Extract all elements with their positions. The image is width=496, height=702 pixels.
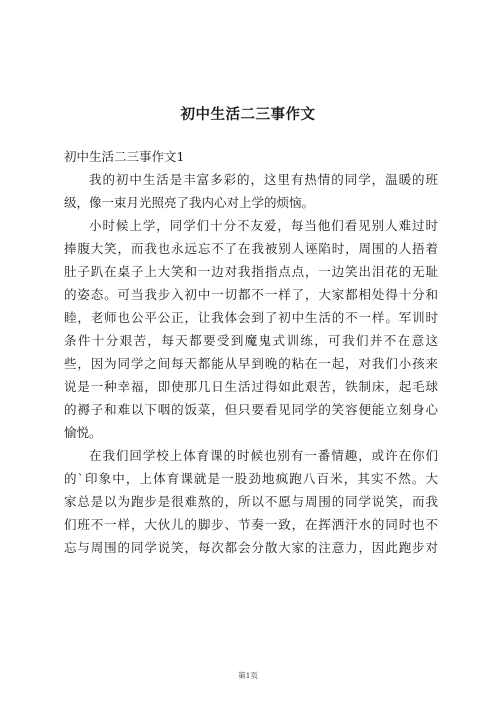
paragraph-line: 级，像一束月光照亮了我内心对上学的烦恼。: [64, 195, 315, 210]
paragraph-line: 小时候上学，同学们十分不友爱，每当他们看见别人难过时: [89, 218, 438, 233]
paragraph-line: 条件十分艰苦，每天都要受到魔鬼式训练，可我们并不在意这: [64, 333, 438, 348]
paragraph-line: 们班不一样，大伙儿的脚步、节奏一致，在挥洒汗水的同时也不: [64, 517, 438, 532]
paragraph: [64, 214, 438, 444]
paragraph-line: 捧腹大笑，而我也永远忘不了在我被别人诬陷时，周围的人捂着: [64, 241, 438, 256]
paragraph-line: 的姿态。可当我步入初中一切都不一样了，大家都相处得十分和: [64, 287, 438, 302]
paragraph-line: 的褥子和难以下咽的饭菜，但只要看见同学的笑容便能立刻身心: [64, 402, 438, 417]
paragraph-line: 我的初中生活是丰富多彩的，这里有热情的同学，温暖的班: [89, 172, 438, 187]
paragraph-line: 些，因为同学之间每天都能从早到晚的粘在一起，对我们小孩来: [64, 356, 438, 371]
paragraph-line: 忘与周围的同学说笑，每次都会分散大家的注意力，因此跑步对: [64, 540, 438, 555]
document-body: [64, 145, 438, 559]
paragraph-line: 说是一种幸福，即使那几日生活过得如此艰苦，铁制床，起毛球: [64, 379, 438, 394]
paragraph-line: 愉悦。: [64, 425, 102, 440]
paragraph-line: 肚子趴在桌子上大笑和一边对我指指点点，一边笑出泪花的无耻: [64, 264, 438, 279]
paragraph: [64, 444, 438, 559]
paragraph-line: 的`印象中，上体育课就是一股劲地疯跑八百米，其实不然。大: [64, 471, 438, 486]
page-number: 第1页: [238, 671, 258, 680]
paragraph-line: 睦，老师也公平公正，让我体会到了初中生活的不一样。军训时: [64, 310, 438, 325]
paragraph-line: 家总是以为跑步是很难熬的，所以不愿与周围的同学说笑，而我: [64, 494, 438, 509]
paragraph-line: 在我们回学校上体育课的时候也别有一番情趣，或许在你们: [89, 448, 438, 463]
section-heading: 初中生活二三事作文1: [64, 149, 185, 164]
document-title: 初中生活二三事作文: [180, 107, 316, 123]
paragraph: [64, 168, 438, 214]
